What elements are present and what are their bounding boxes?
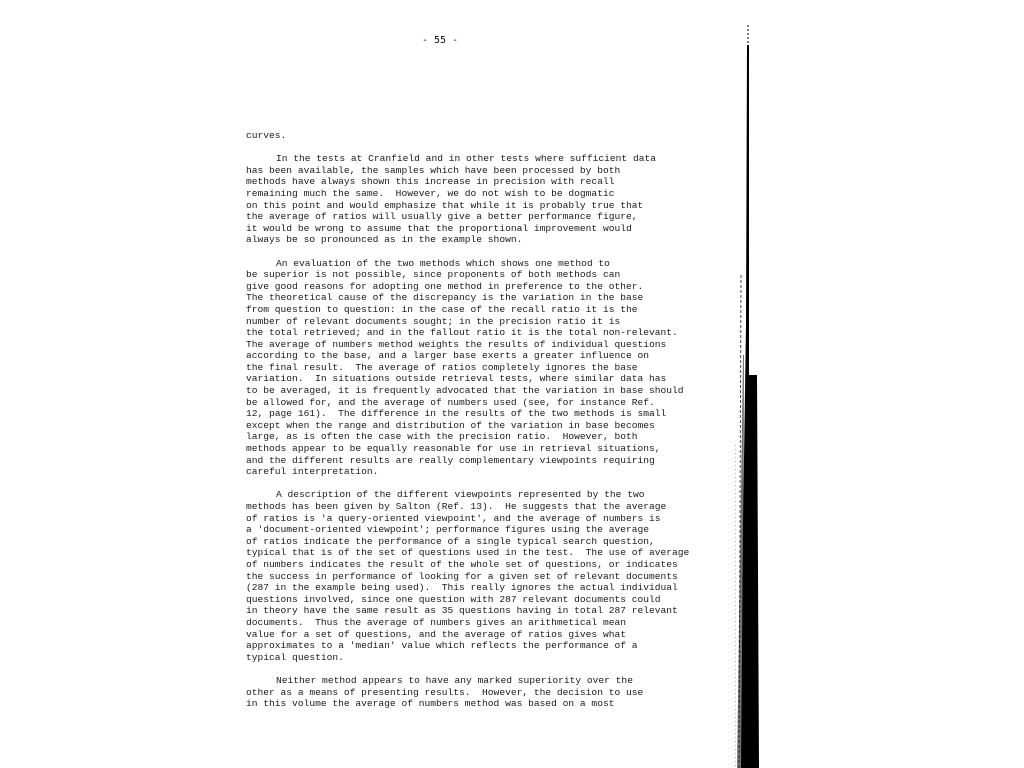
text-line: number of relevant documents sought; in the precision ratio it is <box>246 315 621 327</box>
text-line: it would be wrong to assume that the proportional improvement would <box>246 222 632 234</box>
text-line: careful interpretation. <box>246 466 379 478</box>
text-line: give good reasons for adopting one method in preference to the other. <box>246 280 644 292</box>
text-line: The theoretical cause of the discrepancy is the variation in the base <box>246 292 644 304</box>
text-line: curves. <box>246 130 287 141</box>
text-line: and the different results are really complementary viewpoints requiring <box>246 454 655 466</box>
text-line: except when the range and distribution of the variation in base becomes <box>246 419 655 431</box>
text-line: of numbers indicates the result of the whole set of questions, or indicates <box>246 558 678 570</box>
text-line: methods have always shown this increase in precision with recall <box>246 176 615 188</box>
text-line: according to the base, and a larger base exerts a greater influence on <box>246 350 650 362</box>
text-line: a 'document-oriented viewpoint'; performance figures using the average <box>246 524 650 536</box>
text-line: remaining much the same. However, we do not wish to be dogmatic <box>246 187 615 199</box>
text-line: in theory have the same result as 35 questions having in total 287 relevant <box>246 605 678 617</box>
text-line: has been available, the samples which have been processed by both <box>246 164 621 176</box>
text-line: always be so pronounced as in the example shown. <box>246 234 523 246</box>
text-line: An evaluation of the two methods which shows one method to <box>276 257 610 269</box>
text-line: the final result. The average of ratios completely ignores the base <box>246 361 638 373</box>
text-line: be allowed for, and the average of numbers used (see, for instance Ref. <box>246 396 655 408</box>
page-number: - 55 - <box>421 35 459 46</box>
text-line: (287 in the example being used). This really ignores the actual individual <box>246 582 678 594</box>
document-body <box>246 130 690 721</box>
text-line: of ratios indicate the performance of a single typical search question, <box>246 535 655 547</box>
text-line: on this point and would emphasize that while it is probably true that <box>246 199 644 211</box>
scan-edge-artifact <box>735 25 767 768</box>
text-line: In the tests at Cranfield and in other tests where sufficient data <box>276 153 656 165</box>
text-line: the success in performance of looking for a given set of relevant documents <box>246 570 678 582</box>
text-line: The average of numbers method weights the results of individual questions <box>246 338 667 350</box>
text-line: methods appear to be equally reasonable for use in retrieval situations, <box>246 443 661 455</box>
text-line: other as a means of presenting results. However, the decision to use <box>246 686 644 698</box>
paragraph-fragment <box>246 130 666 142</box>
text-line: Neither method appears to have any marked superiority over the <box>276 674 633 686</box>
text-line: be superior is not possible, since proponents of both methods can <box>246 269 621 281</box>
text-line: documents. Thus the average of numbers gives an arithmetical mean <box>246 616 626 628</box>
text-line: value for a set of questions, and the average of ratios gives what <box>246 628 626 640</box>
text-line: questions involved, since one question with 287 relevant documents could <box>246 593 661 605</box>
text-line: large, as is often the case with the precision ratio. However, both <box>246 431 638 443</box>
text-line: in this volume the average of numbers method was based on a most <box>246 698 615 710</box>
text-line: typical question. <box>246 651 344 663</box>
paragraph-cranfield-tests <box>246 153 666 246</box>
text-line: approximates to a 'median' value which reflects the performance of a <box>246 640 638 652</box>
text-line: the total retrieved; and in the fallout ratio it is the total non-relevant. <box>246 327 678 339</box>
paragraph-evaluation <box>246 257 684 478</box>
text-line: from question to question: in the case of the recall ratio it is the <box>246 303 638 315</box>
paragraph-salton-viewpoints <box>246 489 690 663</box>
text-line: A description of the different viewpoints represented by the two <box>276 489 645 501</box>
text-line: to be averaged, it is frequently advocated that the variation in base should <box>246 385 684 397</box>
text-line: the average of ratios will usually give a better performance figure, <box>246 211 638 223</box>
text-line: of ratios is 'a query-oriented viewpoint', and the average of numbers is <box>246 512 661 524</box>
text-line: methods has been given by Salton (Ref. 13). He suggests that the average <box>246 501 667 512</box>
text-line: typical that is of the set of questions used in the test. The use of average <box>246 547 690 559</box>
paragraph-neither-method <box>246 675 666 710</box>
text-line: 12, page 161). The difference in the results of the two methods is small <box>246 408 667 420</box>
text-line: variation. In situations outside retrieval tests, where similar data has <box>246 373 667 385</box>
